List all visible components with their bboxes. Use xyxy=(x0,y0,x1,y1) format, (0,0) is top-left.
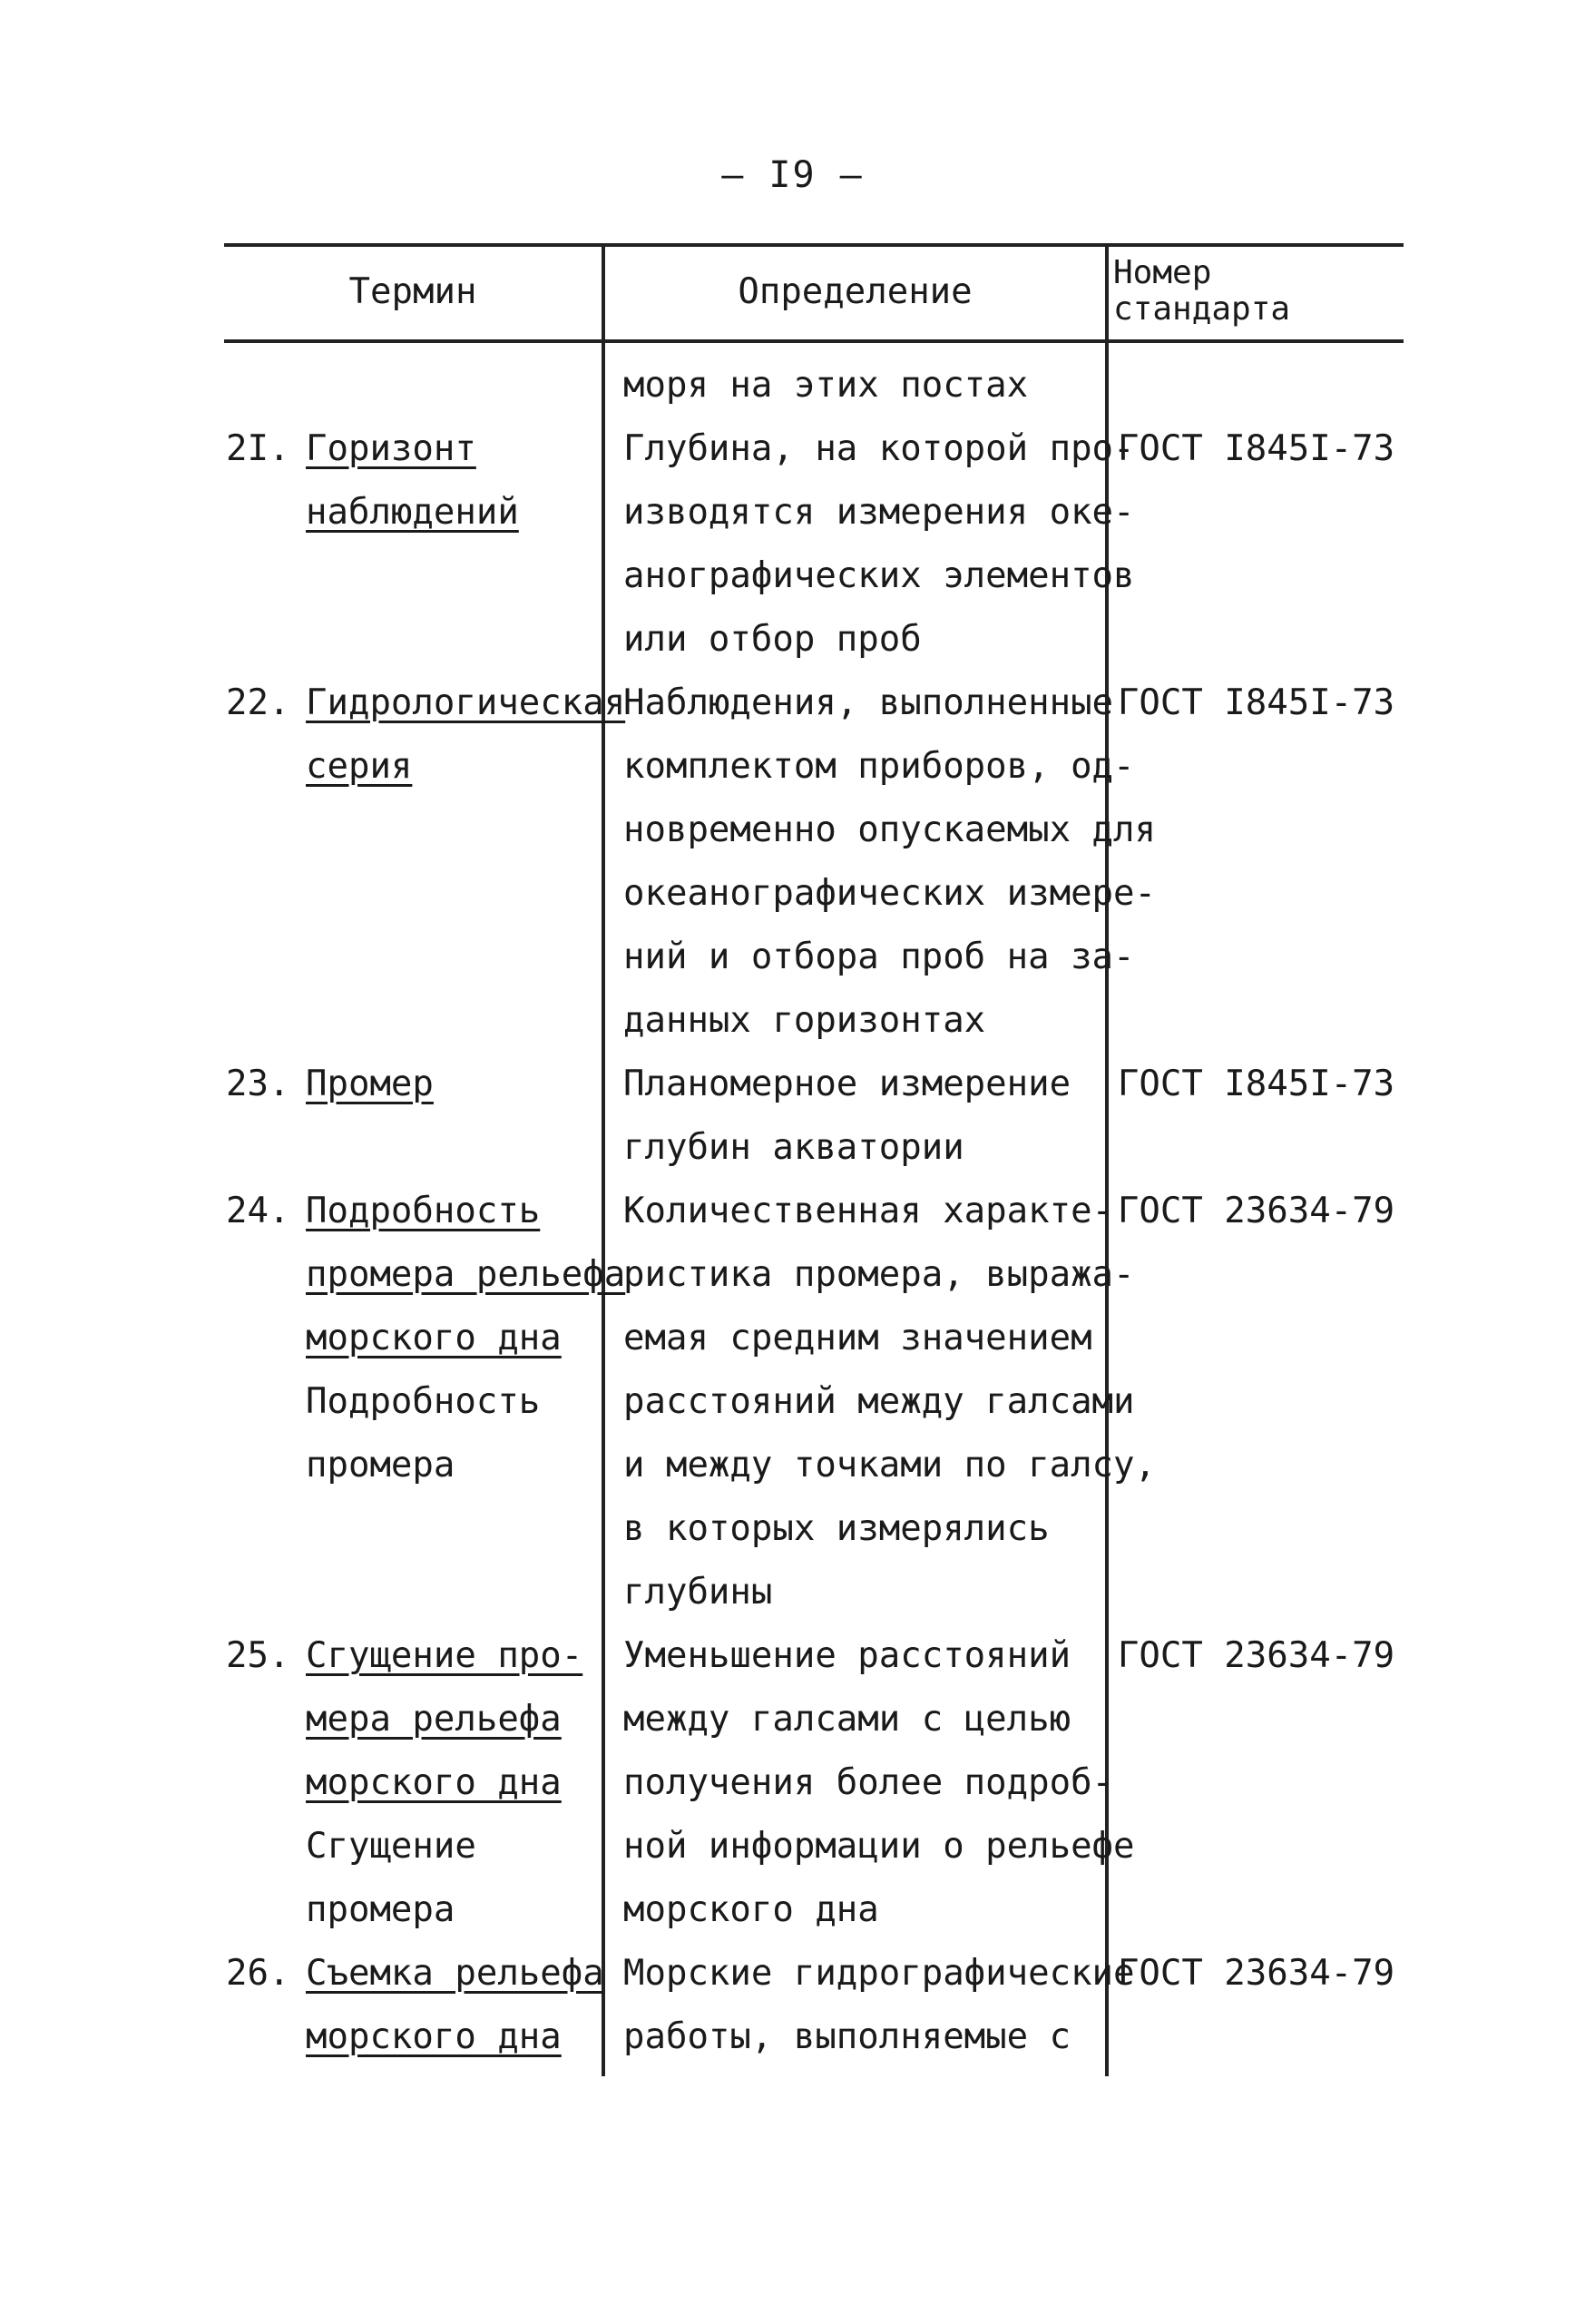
definition-line: данных горизонтах xyxy=(623,1000,986,1041)
term-synonym: Подробность xyxy=(306,1381,541,1422)
term-text: серия xyxy=(306,746,413,787)
term-text: морского дна xyxy=(306,1762,562,1803)
definition-line: изводятся измерения оке- xyxy=(623,492,1135,533)
term-synonym: промера xyxy=(306,1445,455,1486)
definition-line: новременно опускаемых для xyxy=(623,809,1156,850)
term-text: мера рельефа xyxy=(306,1699,562,1740)
standard-number: ГОСТ I845I-73 xyxy=(1117,1064,1395,1104)
term-text: Горизонт xyxy=(306,428,476,469)
page-number: – I9 – xyxy=(721,154,864,196)
standard-number: ГОСТ I845I-73 xyxy=(1117,428,1395,469)
term-text: морского дна xyxy=(306,1318,562,1358)
standard-cell xyxy=(1109,1624,1404,1688)
definition-line: анографических элементов xyxy=(623,555,1135,596)
definition-line: работы, выполняемые с xyxy=(623,2016,1071,2057)
standard-cell xyxy=(1109,417,1404,481)
definition-line: Количественная характе- xyxy=(623,1191,1114,1231)
table-header-rule xyxy=(224,339,1404,343)
term-cell xyxy=(224,1942,604,2069)
definition-line: емая средним значением xyxy=(623,1318,1092,1358)
term-synonym: Сгущение xyxy=(306,1826,476,1867)
term-cell xyxy=(224,1180,626,1497)
term-number: 2I. xyxy=(226,428,290,469)
definition-line: Планомерное измерение xyxy=(623,1064,1071,1104)
definition-line: или отбор проб xyxy=(623,619,922,660)
definition-line: и между точками по галсу, xyxy=(623,1445,1156,1486)
standard-cell xyxy=(1109,1180,1404,1243)
definition-line: получения более подроб- xyxy=(623,1762,1114,1803)
definition-cell xyxy=(623,1053,1105,1180)
term-cell xyxy=(224,1624,598,1942)
standard-number: ГОСТ I845I-73 xyxy=(1117,682,1395,723)
definition-cell xyxy=(623,672,1156,1053)
term-number: 23. xyxy=(226,1064,290,1104)
term-cell xyxy=(224,1053,598,1116)
definition-line: Морские гидрографические xyxy=(623,1953,1135,1994)
definition-cell xyxy=(623,354,1105,417)
term-synonym: промера xyxy=(306,1889,455,1930)
term-text: промера рельефа xyxy=(306,1254,626,1295)
definition-cell xyxy=(623,1180,1156,1624)
definition-line: комплектом приборов, од- xyxy=(623,746,1135,787)
term-number: 24. xyxy=(226,1191,290,1231)
definition-line: глубин акватории xyxy=(623,1127,964,1168)
header-standard-line2: стандарта xyxy=(1113,290,1291,328)
definition-line: Наблюдения, выполненные xyxy=(623,682,1114,723)
term-number: 25. xyxy=(226,1635,290,1676)
definition-cell xyxy=(623,1624,1135,1942)
standard-number: ГОСТ 23634-79 xyxy=(1117,1191,1395,1231)
definition-line: ний и отбора проб на за- xyxy=(623,936,1135,977)
term-text: Съемка рельефа xyxy=(306,1953,604,1994)
term-text: Сгущение про- xyxy=(306,1635,583,1676)
definition-line: Глубина, на которой про- xyxy=(623,428,1135,469)
term-text: Гидрологическая xyxy=(306,682,626,723)
definition-cell xyxy=(623,1942,1135,2069)
standard-number: ГОСТ 23634-79 xyxy=(1117,1635,1395,1676)
definition-cell xyxy=(623,417,1135,672)
term-text: морского дна xyxy=(306,2016,562,2057)
header-definition: Определение xyxy=(738,270,973,312)
definition-line: океанографических измере- xyxy=(623,873,1156,914)
header-standard xyxy=(1113,243,1404,339)
term-number: 22. xyxy=(226,682,290,723)
definition-line: ной информации о рельефе xyxy=(623,1826,1135,1867)
term-cell xyxy=(224,417,598,544)
term-number: 26. xyxy=(226,1953,290,1994)
standard-cell xyxy=(1109,1942,1404,2005)
term-cell xyxy=(224,672,626,799)
standard-cell xyxy=(1109,672,1404,735)
terms-table xyxy=(224,243,1404,2076)
header-standard-line1: Номер xyxy=(1113,254,1212,291)
definition-line: морского дна xyxy=(623,1889,879,1930)
standard-number: ГОСТ 23634-79 xyxy=(1117,1953,1395,1994)
header-term: Термин xyxy=(348,270,477,312)
definition-line: Уменьшение расстояний xyxy=(623,1635,1071,1676)
term-text: Подробность xyxy=(306,1191,541,1231)
standard-cell xyxy=(1109,1053,1404,1116)
definition-line: в которых измерялись xyxy=(623,1508,1050,1549)
term-text: Промер xyxy=(306,1064,434,1104)
definition-line: между галсами с целью xyxy=(623,1699,1071,1740)
definition-line: глубины xyxy=(623,1572,773,1613)
definition-line: расстояний между галсами xyxy=(623,1381,1135,1422)
column-divider-term xyxy=(602,245,605,2076)
definition-line: моря на этих постах xyxy=(623,365,1029,406)
term-text: наблюдений xyxy=(306,492,519,533)
definition-line: ристика промера, выража- xyxy=(623,1254,1135,1295)
